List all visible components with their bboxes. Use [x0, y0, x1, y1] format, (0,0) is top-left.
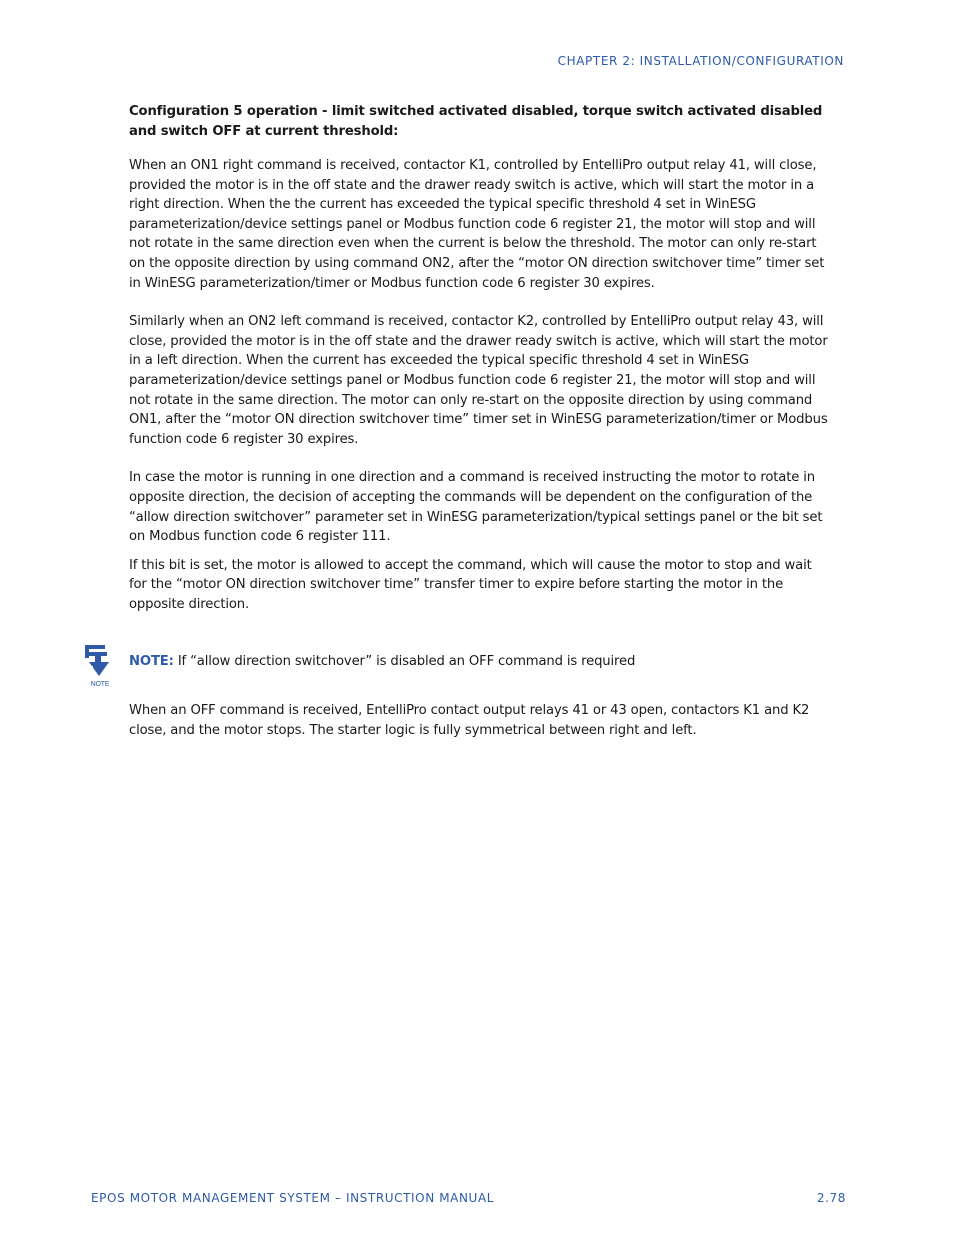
footer-manual-title: EPOS MOTOR MANAGEMENT SYSTEM – INSTRUCTION MANUAL — [91, 1191, 495, 1205]
paragraph-off-command: When an OFF command is received, EntelliPro contact output relays 41 or 43 open, contactors K1 and K2 close, and the motor stops. The starter logic is fully symmetrical between right and left. — [129, 703, 810, 738]
page-content — [90, 102, 829, 759]
note-icon — [83, 644, 117, 688]
note-icon-caption: NOTE — [90, 681, 110, 689]
note-callout — [90, 652, 829, 689]
section-heading: Configuration 5 operation - limit switched activated disabled, torque switch activated disabled and switch OFF at current threshold: — [129, 104, 823, 139]
note-text: If “allow direction switchover” is disabled an OFF command is required — [173, 654, 636, 670]
running-header-chapter: CHAPTER 2: INSTALLATION/CONFIGURATION — [557, 54, 844, 68]
paragraph-bit-set: If this bit is set, the motor is allowed to accept the command, which will cause the motor to stop and wait for the “motor ON direction switchover time” transfer timer to expire before starting the motor in the opposite direction. — [129, 557, 812, 612]
paragraph-on1-command: When an ON1 right command is received, contactor K1, controlled by EntelliPro output relay 41, will close, provided the motor is in the off state and the drawer ready switch is active, which will start the motor in a right direction. When the the current has exceeded the typical specific threshold 4 set in WinESG parameterization/device settings panel or Modbus function code 6 register 21, the motor will stop and will not rotate in the same direction even when the current is below the threshold. The motor can only re-start on the opposite direction by using command ON2, after the “motor ON direction switchover time” timer set in WinESG parameterization/timer or Modbus function code 6 register 30 expires. — [129, 158, 825, 291]
footer-page-number: 2.78 — [816, 1191, 846, 1205]
note-label: NOTE: — [129, 654, 174, 670]
paragraph-on2-command: Similarly when an ON2 left command is received, contactor K2, controlled by EntelliPro output relay 43, will close, provided the motor is in the off state and the drawer ready switch is active, which will start the motor in a left direction. When the current has exceeded the typical specific threshold 4 set in WinESG parameterization/device settings panel or Modbus function code 6 register 21, the motor will stop and will not rotate in the same direction. The motor can only re-start on the opposite direction by using command ON1, after the “motor ON direction switchover time” timer set in WinESG parameterization/timer or Modbus function code 6 register 30 expires. — [129, 314, 828, 447]
paragraph-direction-switchover: In case the motor is running in one direction and a command is received instructing the motor to rotate in opposite direction, the decision of accepting the commands will be dependent on the configuration of the “allow direction switchover” parameter set in WinESG parameterization/typical settings panel or the bit set on Modbus function code 6 register 111. — [129, 470, 823, 545]
